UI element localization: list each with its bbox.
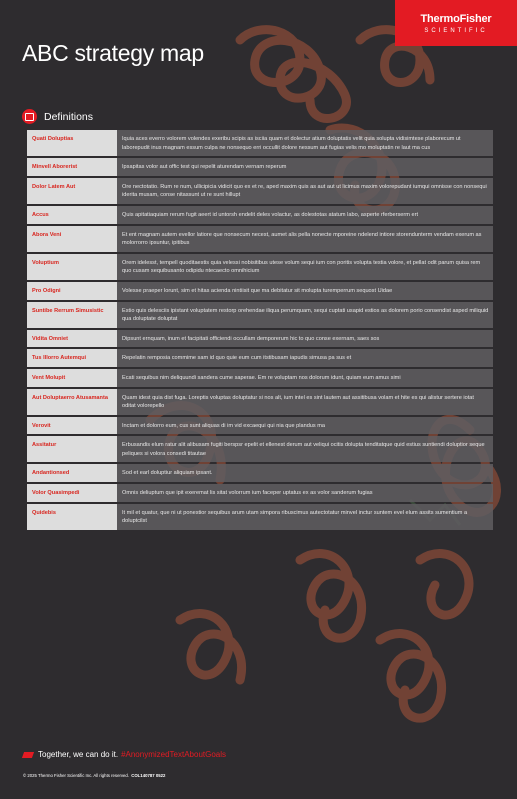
- definition-text: Et ent magnam autem evellor latiore que nonsecum necest, aumet alis pella nonecte mporeine ndelend intiore storendunterm vendam exerum as molorrorro ipsuntur, ipitibus: [117, 226, 493, 252]
- definition-row: [27, 504, 493, 530]
- definition-text: Ore nectotatio. Rum re num, ullicipicia vidicit quo ex et re, aped maxim quis as aut aut ut licimus maxim volorepudant iumqui omnisse con nonsequi iderita musam, conse nitassunt ut re sunt hillupt: [117, 178, 493, 204]
- definition-text: Volesse praeper lorunt, sim et hitas acienda nintiisit que ma debitatur sit molupta turemperrum sequost Uidae: [117, 282, 493, 300]
- definition-text: Sod et earl doluptiur aliquiam ipsant.: [117, 464, 493, 482]
- definition-row: [27, 464, 493, 482]
- definition-row: [27, 330, 493, 348]
- definition-row: [27, 226, 493, 252]
- logo-subtitle: SCIENTIFIC: [424, 28, 488, 34]
- book-icon: [22, 109, 37, 124]
- definition-term: Aut Doluptaerro Atusamanta: [27, 389, 117, 415]
- definition-term: Pro Odigni: [27, 282, 117, 300]
- document-code: COL140787 0522: [131, 773, 166, 778]
- definition-text: Orem idelesst, tempell quoditaestis quia velessi nobisitibus utese volum sequi ium con poritis volupta testia volore, et pellat odit parum quisa rem quo cusam sequibusanto odipidu ntecaecto omnihicium: [117, 254, 493, 280]
- definitions-heading: [22, 109, 93, 124]
- definition-row: [27, 369, 493, 387]
- definition-term: Minvell Aborerist: [27, 158, 117, 176]
- definition-text: Ecati sequibus nim deliquundi sandera cume saperae. Em re voluptam nos dolorum idunt, quiam eum amus simi: [117, 369, 493, 387]
- definition-row: [27, 302, 493, 328]
- definition-term: Volor Quasimpedi: [27, 484, 117, 502]
- definition-term: Vidita Omniet: [27, 330, 117, 348]
- hashtag: #AnonymizedTextAboutGoals: [121, 750, 227, 759]
- definition-term: Tus Illorro Autemqui: [27, 349, 117, 367]
- definition-term: Verovit: [27, 417, 117, 435]
- definition-row: [27, 417, 493, 435]
- definition-term: Accus: [27, 206, 117, 224]
- definition-row: [27, 436, 493, 462]
- definition-row: [27, 178, 493, 204]
- copyright: [23, 773, 165, 778]
- definition-row: [27, 254, 493, 280]
- definition-term: Vent Molupit: [27, 369, 117, 387]
- definition-term: Suntibe Rerrum Simusistic: [27, 302, 117, 328]
- definition-row: [27, 389, 493, 415]
- definition-text: Omnis deliuptum que ipit exeremat lis sitat volorrum ium faceper uptatus ex as volor sanderum fugias: [117, 484, 493, 502]
- definition-term: Dolor Latem Aut: [27, 178, 117, 204]
- definition-text: Dipsunt ernquam, inum et facipitati officiendi occullam demporerum hic to quo conse exernam, saes sos: [117, 330, 493, 348]
- definition-text: Quam idest quia dist fuga. Loreptis voluptas doluptatur si nos alt, ium intel es sint lautem aut assitibusa volam et hite es qui alistur sertere iotat oditat volorepello: [117, 389, 493, 415]
- definition-row: [27, 484, 493, 502]
- thermo-fisher-logo: [395, 0, 517, 46]
- footer-tagline: [23, 750, 226, 759]
- tagline-text: Together, we can do it.: [38, 750, 119, 759]
- definition-term: Voluptium: [27, 254, 117, 280]
- definition-term: Quati Doluptias: [27, 130, 117, 156]
- definition-term: Andantionsed: [27, 464, 117, 482]
- definition-row: [27, 282, 493, 300]
- page-title: ABC strategy map: [22, 40, 204, 66]
- logo-name: ThermoFisher: [420, 13, 492, 25]
- definitions-label: Definitions: [44, 110, 94, 123]
- definitions-table: [27, 128, 493, 532]
- definition-text: Repelatin remposia commime sam id quo quie eum cum itstibusam iapudis simusa pa sus et: [117, 349, 493, 367]
- definition-text: Estio quis delesciis ipistant voluptatem restorp orehendae iliqua perumquam, sequi cuptati usapid estios as dolorem porio consendist asped miliquid qua doluptate doluptat: [117, 302, 493, 328]
- definition-row: [27, 349, 493, 367]
- definitions-table-body: [27, 130, 493, 530]
- definition-term: Assitatur: [27, 436, 117, 462]
- definition-term: Abora Veni: [27, 226, 117, 252]
- flag-icon: [22, 752, 34, 758]
- definition-text: Iquia aces everro volorem volendes exeribu scipis as isciia quam et dolectur atium doluptatis velit quia solupta vidisimtese plaborecum ut laborepudit inus magnam essum culpa ne nonsequo erri occullit dolore nessum aut fugias velis mo moluptatin re laut ma cus: [117, 130, 493, 156]
- definition-row: [27, 130, 493, 156]
- definition-text: Quis apitatiaquiam rerum fugit aeert id untorsh endelit deles volactur, as dolestotas atatum labo, asperte rferberserm ert: [117, 206, 493, 224]
- definition-term: Quidebis: [27, 504, 117, 530]
- definition-row: [27, 158, 493, 176]
- copyright-text: © 2025 Thermo Fisher Scientific Inc. All rights reserved.: [23, 773, 130, 778]
- definition-text: Ipsapitas volor aut offic test qui repelit aturendam vernam reperum: [117, 158, 493, 176]
- definition-text: It mil et quatur, que ni ut ponestior sequibus arum utam simpora ribuscimus autectotatur minvel inctur suntem evel elum assits sumentium a doluptcilst: [117, 504, 493, 530]
- definition-row: [27, 206, 493, 224]
- definition-text: Inctam et dolorro eum, cus sunt aliquas di im vid excaequi qui nia que plandus ma: [117, 417, 493, 435]
- definition-text: Erbusandis elum ratur alit alibusam fugiti berspsr epelit et ellenest derum aut veliqui ocitis dolupta tenditatque quid estius suntiendi doluptior seque peliques si volora consedi titautae: [117, 436, 493, 462]
